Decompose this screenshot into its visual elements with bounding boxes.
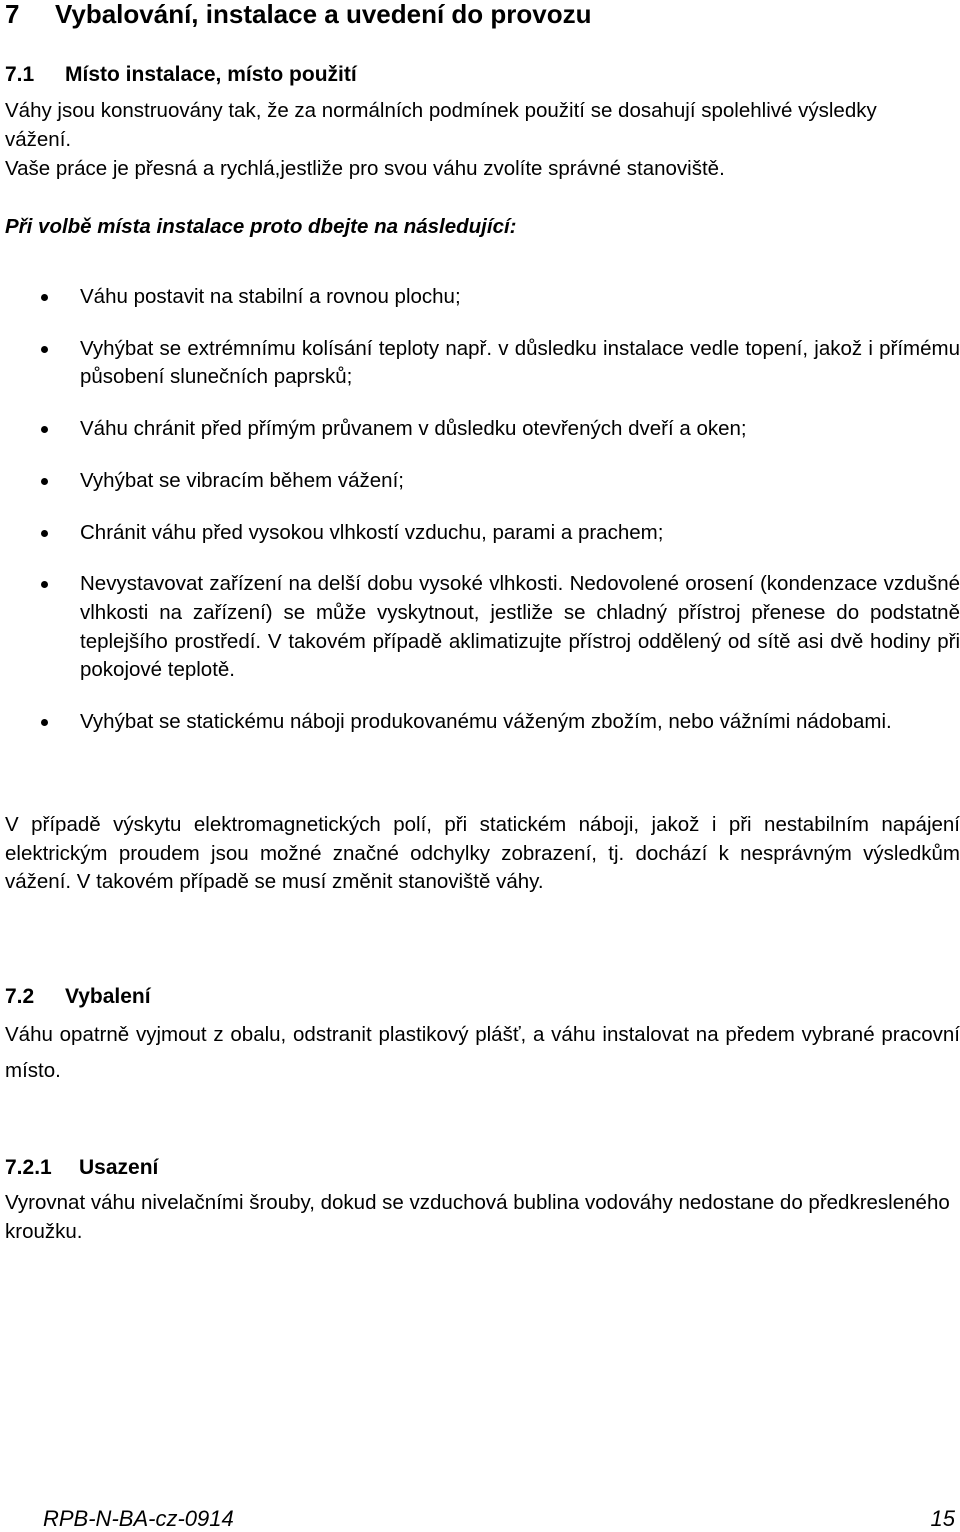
section-7-2-1-heading <box>5 1155 158 1181</box>
chapter-title: Vybalování, instalace a uvedení do provozu <box>55 0 592 29</box>
chapter-number: 7 <box>5 0 20 29</box>
list-item-text: Nevystavovat zařízení na delší dobu vysoké vlhkosti. Nedovolené orosení (kondenzace vzdušné vlhkosti na zařízení) se může vyskytnout, jestliže se chladný přístroj přenese do podstatně teplejšího prostředí. V takovém případě aklimatizujte přístroj oddělený od sítě asi dvě hodiny při pokojové teplotě. <box>80 572 960 682</box>
bullet-icon <box>41 478 48 485</box>
section-7-2-heading <box>5 984 151 1010</box>
list-item-text: Váhu chránit před přímým průvanem v důsledku otevřených dveří a oken; <box>80 417 747 441</box>
bullet-icon <box>41 719 48 726</box>
section-7-2-1-paragraph: Vyrovnat váhu nivelačními šrouby, dokud se vzduchová bublina vodováhy nedostane do předkresleného kroužku. <box>5 1191 950 1243</box>
bullet-icon <box>41 346 48 353</box>
list-item <box>5 467 960 496</box>
list-item <box>5 415 960 444</box>
list-item-text: Vyhýbat se extrémnímu kolísání teploty např. v důsledku instalace vedle topení, jakož i přímému působení slunečních paprsků; <box>80 336 960 389</box>
section-7-2-number: 7.2 <box>5 985 35 1008</box>
list-item-text: Vyhýbat se statickému náboji produkovanému váženým zbožím, nebo vážními nádobami. <box>80 710 892 734</box>
section-7-1-paragraph-1: Váhy jsou konstruovány tak, že za normálních podmínek použití se dosahují spolehlivé výsledky vážení. <box>5 99 877 151</box>
bullet-icon <box>41 294 48 301</box>
list-item-text: Vyhýbat se vibracím během vážení; <box>80 468 404 492</box>
section-7-2-title: Vybalení <box>65 985 151 1008</box>
list-item <box>5 570 960 685</box>
section-7-2-1-title: Usazení <box>79 1156 159 1179</box>
installation-requirements-list <box>5 283 960 737</box>
list-item-text: Váhu postavit na stabilní a rovnou plochu; <box>80 285 461 308</box>
section-7-1-heading <box>5 62 357 88</box>
document-code: RPB-N-BA-cz-0914 <box>43 1506 234 1531</box>
chapter-heading <box>5 0 592 28</box>
page-number: 15 <box>930 1506 955 1531</box>
section-7-1-paragraph-3: V případě výskytu elektromagnetických polí, při statickém náboji, jakož i při nestabilním napájení elektrickým proudem jsou možné značné odchylky zobrazení, tj. dochází k nesprávným výsledkům vážení. V takovém případě se musí změnit stanoviště váhy. <box>5 813 960 894</box>
list-item <box>5 335 960 392</box>
list-item <box>5 519 960 548</box>
list-item-text: Chránit váhu před vysokou vlhkostí vzduchu, parami a prachem; <box>80 520 664 544</box>
bullet-icon <box>41 530 48 537</box>
list-item <box>5 708 960 737</box>
bullet-icon <box>41 581 48 588</box>
section-7-1-paragraph-2: Vaše práce je přesná a rychlá,jestliže pro svou váhu zvolíte správné stanoviště. <box>5 157 725 180</box>
section-7-2-paragraph: Váhu opatrně vyjmout z obalu, odstranit plastikový plášť, a váhu instalovat na předem vybrané pracovní místo. <box>5 1023 960 1082</box>
section-7-1-title: Místo instalace, místo použití <box>65 63 357 86</box>
section-7-1-number: 7.1 <box>5 63 35 86</box>
section-7-1-intro: Při volbě místa instalace proto dbejte na následující: <box>5 215 517 238</box>
section-7-2-1-number: 7.2.1 <box>5 1156 52 1179</box>
list-item <box>5 283 960 312</box>
bullet-icon <box>41 426 48 433</box>
